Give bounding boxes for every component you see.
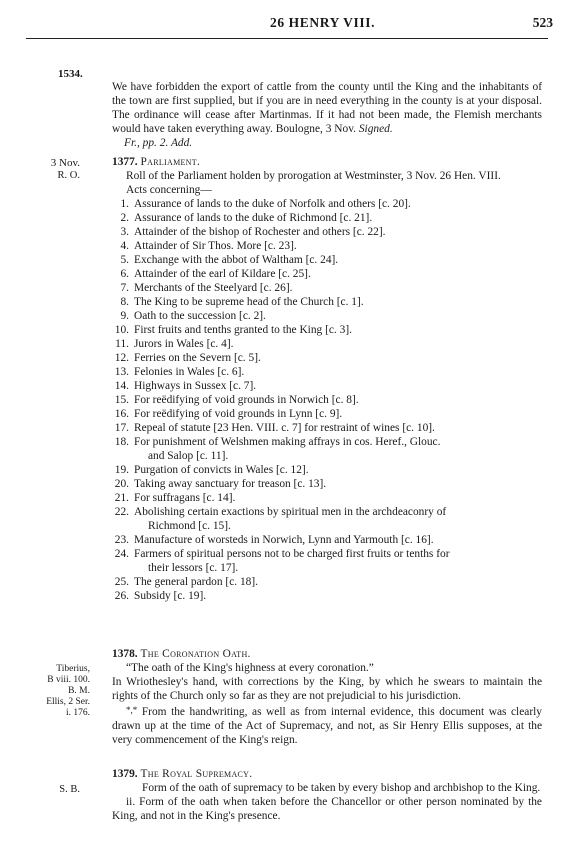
act-text: Assurance of lands to the duke of Norfolk and others [c. 20]. bbox=[134, 198, 411, 210]
act-number: 14. bbox=[114, 380, 129, 392]
coronation-quote: “The oath of the King's highness at every coronation.” bbox=[126, 662, 374, 674]
act-item bbox=[112, 295, 542, 309]
act-text: Attainder of the earl of Kildare [c. 25]. bbox=[134, 268, 311, 280]
act-text: First fruits and tenths granted to the King [c. 3]. bbox=[134, 324, 352, 336]
act-number: 4. bbox=[120, 240, 129, 252]
editor-note: From the handwriting, as well as from internal evidence, this document was clearly drawn up at the time of the Act of Supremacy, and not, as Sir Henry Ellis supposes, at the very commencement of the King's reign. bbox=[112, 706, 542, 746]
margin-source-1379: S. B. bbox=[59, 784, 80, 795]
act-item bbox=[112, 337, 542, 351]
act-number: 25. bbox=[114, 576, 129, 588]
act-item bbox=[112, 393, 542, 407]
supremacy-oath-alt-form: ii. Form of the oath when taken before the Chancellor or other person nominated by the King, and not in the King's presence. bbox=[112, 796, 542, 822]
act-text: Farmers of spiritual persons not to be charged first fruits or tenths for bbox=[134, 548, 450, 560]
margin-source-1378-b: B viii. 100. bbox=[47, 675, 90, 685]
act-text: Highways in Sussex [c. 7]. bbox=[134, 380, 257, 392]
margin-source-1378-c: B. M. bbox=[68, 686, 90, 696]
act-number: 12. bbox=[114, 352, 129, 364]
running-title: 26 HENRY VIII. bbox=[270, 15, 376, 30]
act-text: For reëdifying of void grounds in Lynn [c. 9]. bbox=[134, 408, 343, 420]
page-number: 523 bbox=[532, 15, 553, 30]
act-number: 19. bbox=[114, 464, 129, 476]
act-item bbox=[112, 505, 542, 533]
act-item bbox=[112, 421, 542, 435]
act-number: 13. bbox=[114, 366, 129, 378]
acts-list bbox=[112, 197, 542, 603]
act-text: Attainder of the bishop of Rochester and others [c. 22]. bbox=[134, 226, 386, 238]
act-item bbox=[112, 239, 542, 253]
act-number: 23. bbox=[114, 534, 129, 546]
act-number: 20. bbox=[114, 478, 129, 490]
act-item bbox=[112, 351, 542, 365]
margin-source-1378-e: i. 176. bbox=[65, 708, 90, 718]
act-number: 8. bbox=[120, 296, 129, 308]
letter-citation: Fr., pp. 2. Add. bbox=[124, 137, 193, 149]
act-item bbox=[112, 225, 542, 239]
entry-number: 1377. bbox=[112, 156, 138, 168]
act-text: Exchange with the abbot of Waltham [c. 24]. bbox=[134, 254, 339, 266]
act-text: Jurors in Wales [c. 4]. bbox=[134, 338, 234, 350]
entry-number: 1378. bbox=[112, 648, 138, 660]
act-item bbox=[112, 281, 542, 295]
act-text: For reëdifying of void grounds in Norwich [c. 8]. bbox=[134, 394, 359, 406]
entry-title: The Coronation Oath. bbox=[140, 648, 251, 660]
act-text: Assurance of lands to the duke of Richmond [c. 21]. bbox=[134, 212, 373, 224]
act-text: Subsidy [c. 19]. bbox=[134, 590, 207, 602]
entry-1379 bbox=[112, 767, 542, 823]
margin-source-1378-d: Ellis, 2 Ser. bbox=[46, 697, 90, 707]
entry-number: 1379. bbox=[112, 768, 138, 780]
act-item bbox=[112, 477, 542, 491]
act-number: 22. bbox=[114, 506, 129, 518]
act-item bbox=[112, 547, 542, 575]
act-text: Felonies in Wales [c. 6]. bbox=[134, 366, 245, 378]
act-text-continuation: their lessors [c. 17]. bbox=[148, 562, 239, 574]
act-text: Repeal of statute [23 Hen. VIII. c. 7] for restraint of wines [c. 10]. bbox=[134, 422, 435, 434]
entry-title: Parliament. bbox=[140, 156, 201, 168]
act-text: The general pardon [c. 18]. bbox=[134, 576, 258, 588]
act-number: 10. bbox=[114, 324, 129, 336]
act-item bbox=[112, 267, 542, 281]
act-item bbox=[112, 463, 542, 477]
margin-year: 1534. bbox=[58, 68, 83, 80]
act-number: 21. bbox=[114, 492, 129, 504]
act-text: Oath to the succession [c. 2]. bbox=[134, 310, 266, 322]
act-number: 7. bbox=[120, 282, 129, 294]
letter-text: We have forbidden the export of cattle from the county until the King and the inhabitants of the town are first supplied, but if you are in need everything in the county is at your disposal. The ordinance will cease after Martinmas. If it had not been made, the Flemish merchants would have taken everything away. Boulogne, 3 Nov. bbox=[112, 81, 542, 135]
act-item bbox=[112, 323, 542, 337]
act-text: For punishment of Welshmen making affrays in cos. Heref., Glouc. bbox=[134, 436, 441, 448]
act-text: Taking away sanctuary for treason [c. 13]. bbox=[134, 478, 327, 490]
act-text: Merchants of the Steelyard [c. 26]. bbox=[134, 282, 293, 294]
act-item bbox=[112, 379, 542, 393]
act-number: 9. bbox=[120, 310, 129, 322]
act-item bbox=[112, 407, 542, 421]
margin-date-1377: 3 Nov. bbox=[50, 157, 80, 169]
editor-note-mark: *,* bbox=[126, 705, 138, 715]
act-item bbox=[112, 491, 542, 505]
act-item bbox=[112, 253, 542, 267]
act-text: Purgation of convicts in Wales [c. 12]. bbox=[134, 464, 309, 476]
act-text: Abolishing certain exactions by spiritual men in the archdeaconry of bbox=[134, 506, 447, 518]
act-number: 3. bbox=[120, 226, 129, 238]
entry-1377 bbox=[112, 155, 542, 603]
letter-continuation bbox=[112, 80, 542, 150]
act-item bbox=[112, 211, 542, 225]
acts-intro: Acts concerning— bbox=[126, 184, 212, 196]
act-number: 24. bbox=[114, 548, 129, 560]
act-number: 18. bbox=[114, 436, 129, 448]
roll-description: Roll of the Parliament holden by prorogation at Westminster, 3 Nov. 26 Hen. VIII. bbox=[126, 170, 501, 182]
act-number: 26. bbox=[114, 590, 129, 602]
act-item bbox=[112, 197, 542, 211]
entry-title: The Royal Supremacy. bbox=[140, 768, 253, 780]
act-item bbox=[112, 533, 542, 547]
coronation-description: In Wriothesley's hand, with corrections by the King, by which he swears to maintain the rights of the Church only so far as they are not prejudicial to his jurisdiction. bbox=[112, 676, 542, 702]
header-rule bbox=[26, 38, 548, 39]
act-number: 2. bbox=[120, 212, 129, 224]
entry-1378 bbox=[112, 647, 542, 747]
act-item bbox=[112, 309, 542, 323]
act-item bbox=[112, 435, 542, 463]
act-text: For suffragans [c. 14]. bbox=[134, 492, 236, 504]
act-number: 16. bbox=[114, 408, 129, 420]
supremacy-oath-form: Form of the oath of supremacy to be taken by every bishop and archbishop to the King. bbox=[142, 782, 541, 794]
act-text: The King to be supreme head of the Church [c. 1]. bbox=[134, 296, 364, 308]
act-number: 11. bbox=[115, 338, 129, 350]
margin-source-1378-a: Tiberius, bbox=[56, 664, 90, 674]
act-text-continuation: and Salop [c. 11]. bbox=[148, 450, 229, 462]
act-text: Manufacture of worsteds in Norwich, Lynn and Yarmouth [c. 16]. bbox=[134, 534, 434, 546]
page-header bbox=[0, 16, 567, 36]
act-number: 17. bbox=[114, 422, 129, 434]
letter-signed: Signed. bbox=[358, 123, 393, 135]
act-item bbox=[112, 589, 542, 603]
act-number: 15. bbox=[114, 394, 129, 406]
act-number: 5. bbox=[120, 254, 129, 266]
margin-source-1377: R. O. bbox=[57, 170, 80, 181]
act-item bbox=[112, 575, 542, 589]
act-number: 6. bbox=[120, 268, 129, 280]
act-number: 1. bbox=[120, 198, 129, 210]
act-item bbox=[112, 365, 542, 379]
act-text: Ferries on the Severn [c. 5]. bbox=[134, 352, 261, 364]
act-text-continuation: Richmond [c. 15]. bbox=[148, 520, 231, 532]
act-text: Attainder of Sir Thos. More [c. 23]. bbox=[134, 240, 297, 252]
